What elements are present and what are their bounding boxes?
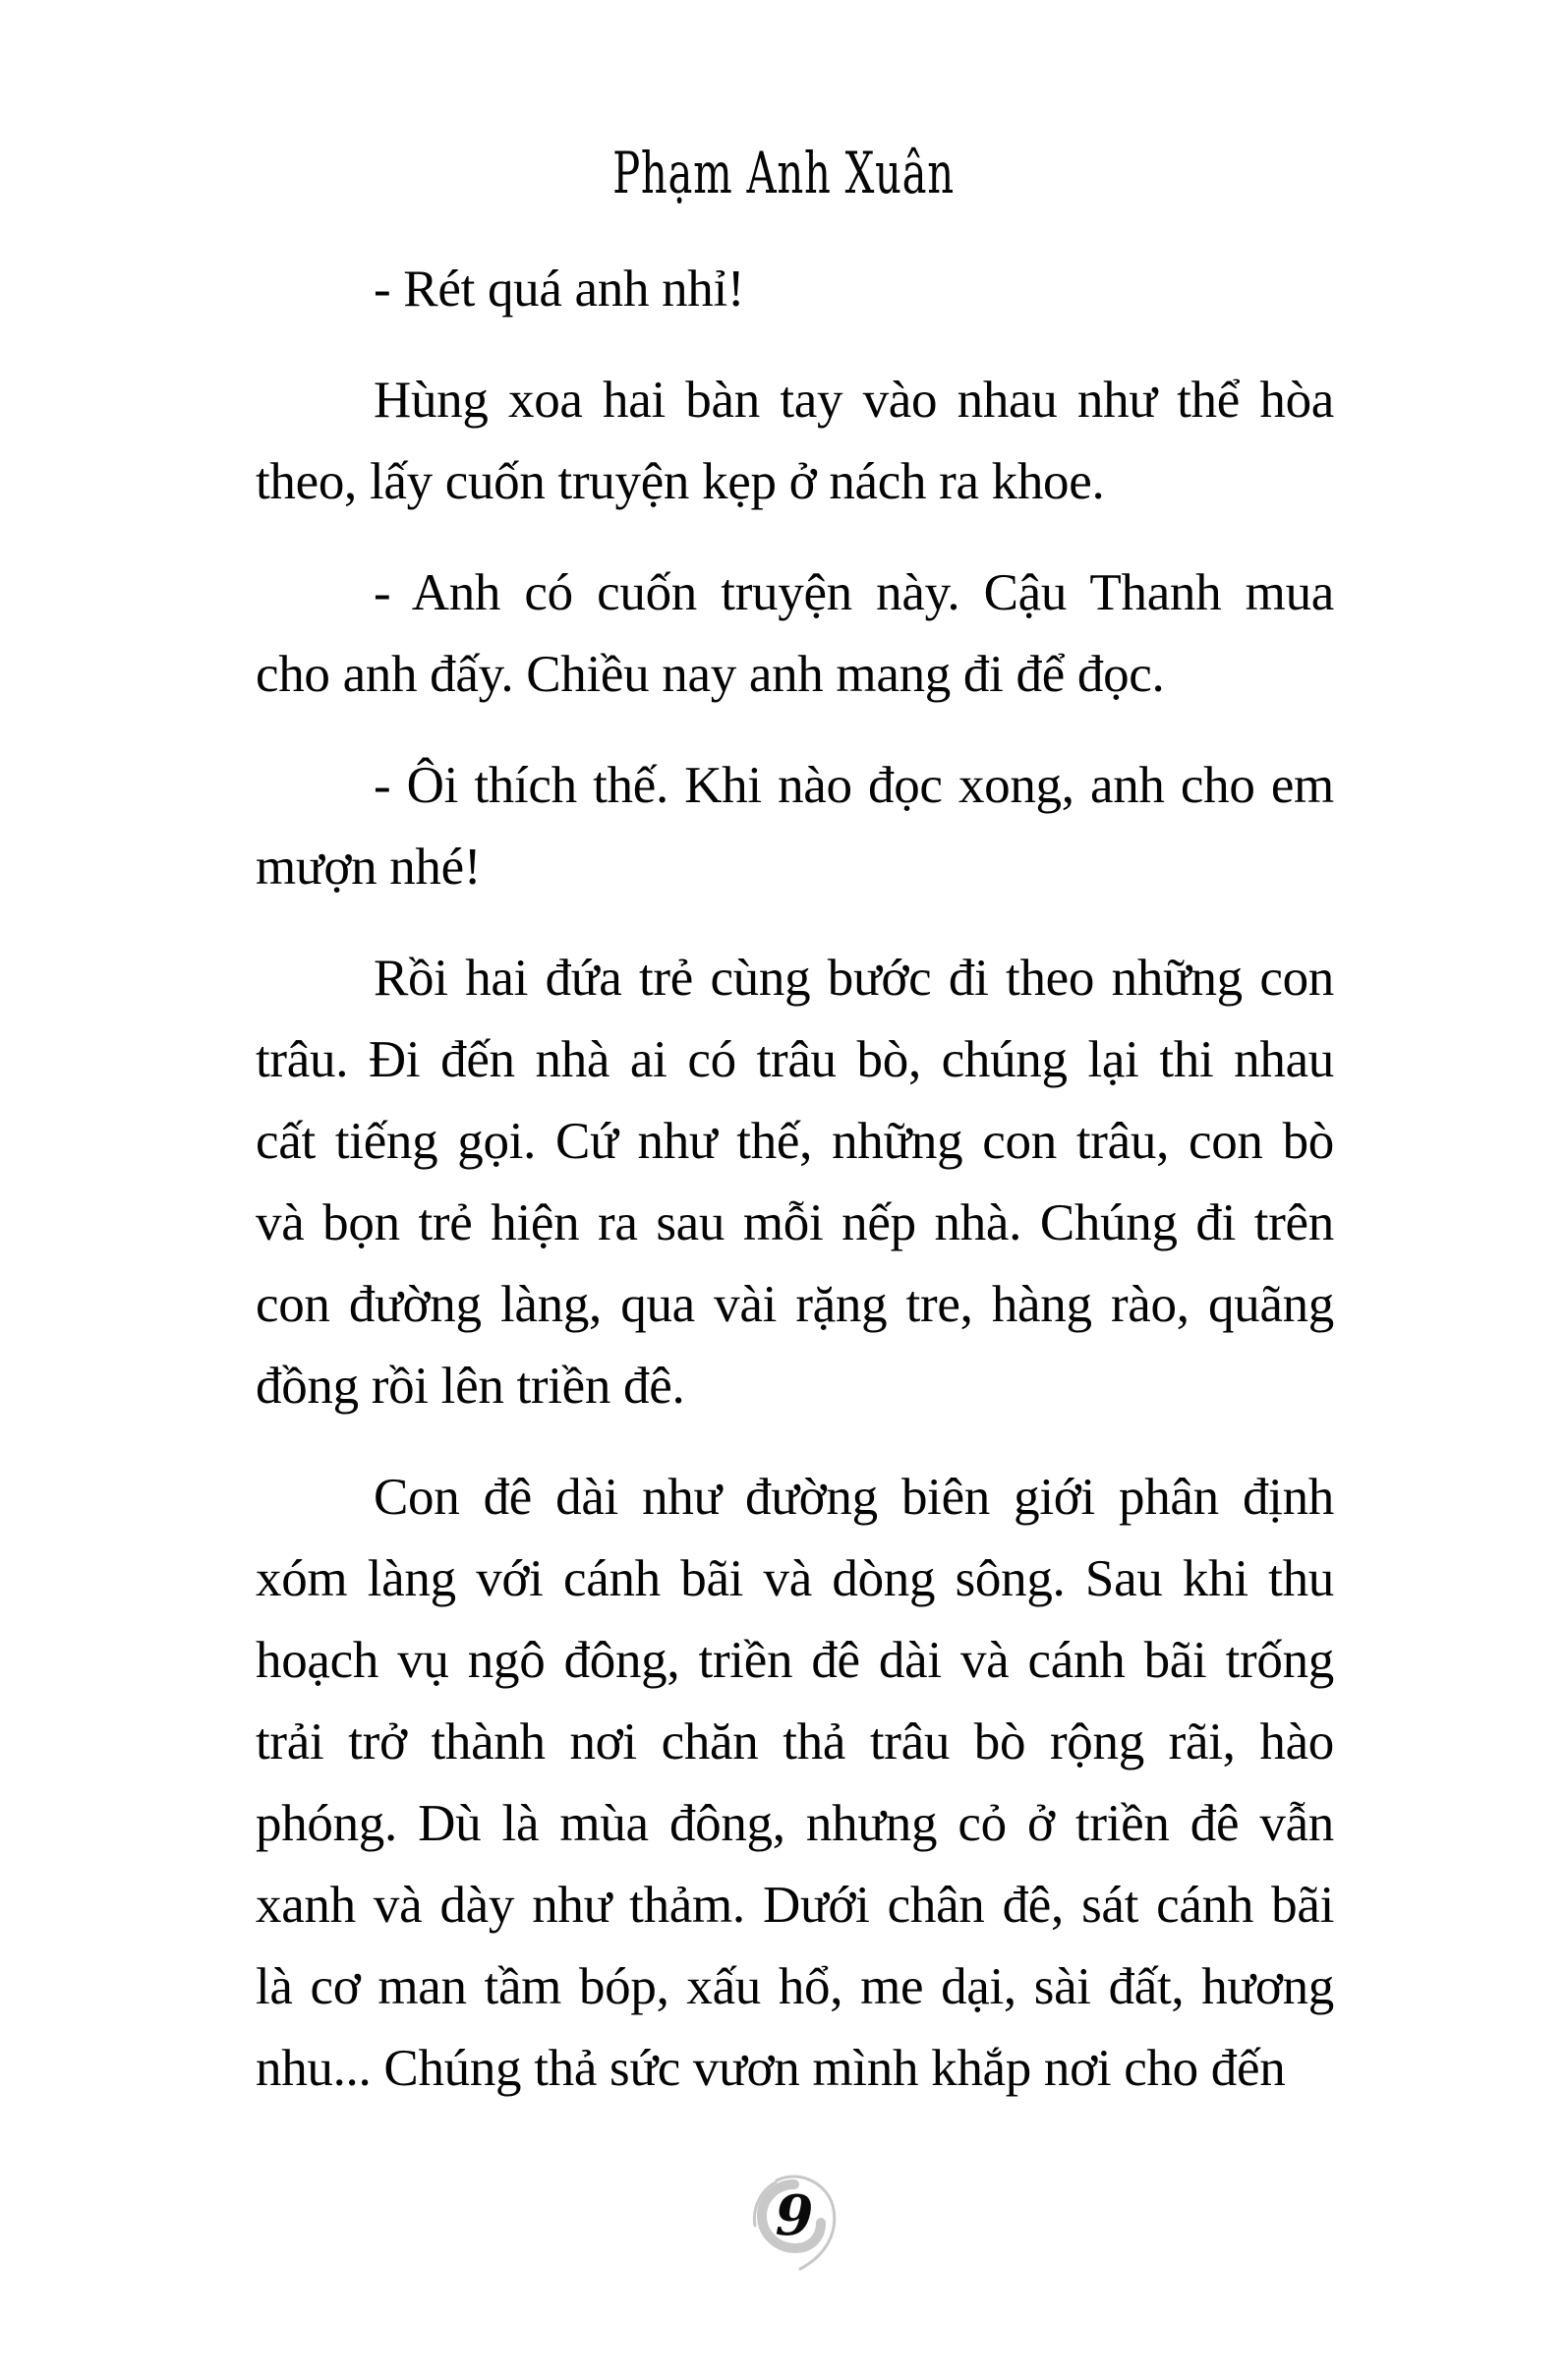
text-line: và bọn trẻ hiện ra sau mỗi nếp nhà. Chúng đi trên: [256, 1194, 1334, 1251]
text-line: trâu. Đi đến nhà ai có trâu bò, chúng lại thi nhau: [256, 1031, 1334, 1088]
text-line: Rồi hai đứa trẻ cùng bước đi theo những con: [374, 950, 1334, 1007]
paragraph: [256, 938, 1334, 1427]
text-line: con đường làng, qua vài rặng tre, hàng rào, quãng: [256, 1276, 1334, 1333]
text-line: đồng rồi lên triền đê.: [256, 1358, 685, 1415]
page-number: 9: [775, 2183, 814, 2248]
text-line: Hùng xoa hai bàn tay vào nhau như thể hòa: [374, 372, 1334, 429]
text-line: phóng. Dù là mùa đông, nhưng cỏ ở triền đê vẫn: [256, 1795, 1334, 1852]
paragraph: [256, 249, 1334, 330]
page-footer: [749, 2173, 840, 2273]
text-line: trải trở thành nơi chăn thả trâu bò rộng rãi, hào: [256, 1713, 1334, 1770]
text-line: theo, lấy cuốn truyện kẹp ở nách ra khoe.: [256, 453, 1105, 510]
paragraph: [256, 552, 1334, 716]
text-line: xanh và dày như thảm. Dưới chân đê, sát cánh bãi: [256, 1877, 1334, 1934]
text-line: - Anh có cuốn truyện này. Cậu Thanh mua: [374, 564, 1334, 621]
text-line: Con đê dài như đường biên giới phân định: [374, 1469, 1334, 1526]
text-line: - Ôi thích thế. Khi nào đọc xong, anh cho em: [374, 757, 1334, 814]
text-line: - Rét quá anh nhỉ!: [374, 261, 745, 318]
paragraph: [256, 360, 1334, 523]
text-line: cho anh đấy. Chiều nay anh mang đi để đọc.: [256, 646, 1165, 703]
text-line: xóm làng với cánh bãi và dòng sông. Sau khi thu: [256, 1550, 1334, 1607]
paragraph: [256, 1457, 1334, 2110]
body-text-block: [256, 249, 1334, 2139]
text-line: là cơ man tầm bóp, xấu hổ, me dại, sài đất, hương: [256, 1958, 1334, 2015]
text-line: nhu... Chúng thả sức vươn mình khắp nơi cho đến: [256, 2040, 1286, 2097]
text-line: cất tiếng gọi. Cứ như thế, những con trâu, con bò: [256, 1113, 1334, 1170]
running-header-author: Phạm Anh Xuân: [612, 140, 955, 206]
text-line: mượn nhé!: [256, 839, 482, 896]
paragraph: [256, 745, 1334, 908]
text-line: hoạch vụ ngô đông, triền đê dài và cánh bãi trống: [256, 1632, 1334, 1689]
